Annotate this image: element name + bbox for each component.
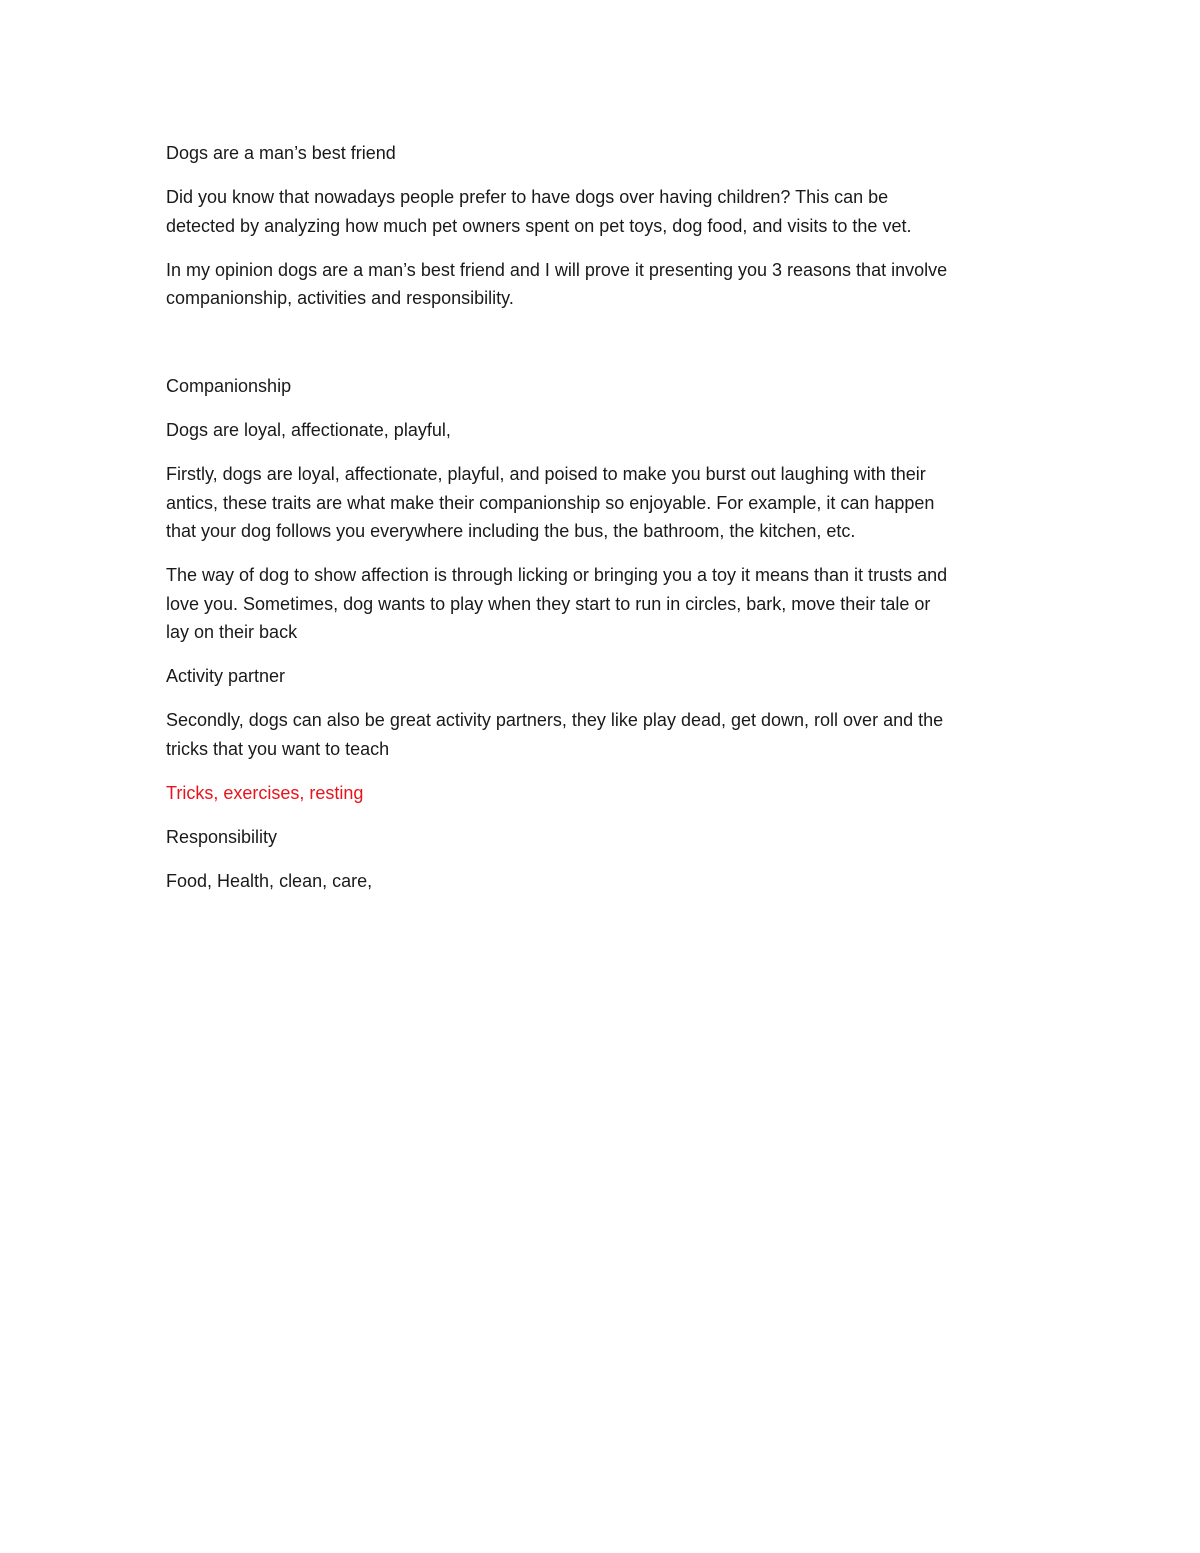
thesis-paragraph — [166, 256, 1046, 313]
blank-line — [166, 328, 1046, 372]
companionship-notes: Dogs are loyal, affectionate, playful, — [166, 420, 451, 440]
activity-p1-line-1: Secondly, dogs can also be great activity partners, they like play dead, get down, roll over and the — [166, 710, 944, 730]
intro-paragraph — [166, 183, 1046, 240]
intro-line-1: Did you know that nowadays people prefer to have dogs over having children? This can be — [166, 187, 889, 207]
activity-heading: Activity partner — [166, 666, 286, 686]
companionship-paragraph-1 — [166, 460, 1046, 546]
companionship-p2-line-1: The way of dog to show affection is through licking or bringing you a toy it means than it trusts and — [166, 565, 948, 585]
activity-p1-line-2: tricks that you want to teach — [166, 738, 390, 759]
activity-paragraph — [166, 706, 1046, 763]
companionship-paragraph-2 — [166, 561, 1046, 647]
intro-line-2: detected by analyzing how much pet owners spent on pet toys, dog food, and visits to the vet. — [166, 215, 912, 236]
companionship-heading: Companionship — [166, 376, 292, 396]
companionship-p2-line-2: love you. Sometimes, dog wants to play when they start to run in circles, bark, move their tale or — [166, 593, 931, 614]
companionship-p1-line-2: antics, these traits are what make their companionship so enjoyable. For example, it can happen — [166, 492, 935, 513]
activity-notes: Tricks, exercises, resting — [166, 782, 364, 803]
companionship-p1-line-3: that your dog follows you everywhere including the bus, the bathroom, the kitchen, etc. — [166, 521, 856, 541]
document-title: Dogs are a man’s best friend — [166, 143, 396, 163]
thesis-line-2: companionship, activities and responsibility. — [166, 288, 514, 308]
document-body — [166, 139, 1046, 911]
companionship-p2-line-3: lay on their back — [166, 622, 298, 642]
thesis-line-1: In my opinion dogs are a man’s best friend and I will prove it presenting you 3 reasons that involve — [166, 259, 948, 280]
companionship-p1-line-1: Firstly, dogs are loyal, affectionate, playful, and poised to make you burst out laughing with their — [166, 464, 926, 484]
responsibility-notes: Food, Health, clean, care, — [166, 870, 373, 891]
responsibility-heading: Responsibility — [166, 826, 278, 847]
